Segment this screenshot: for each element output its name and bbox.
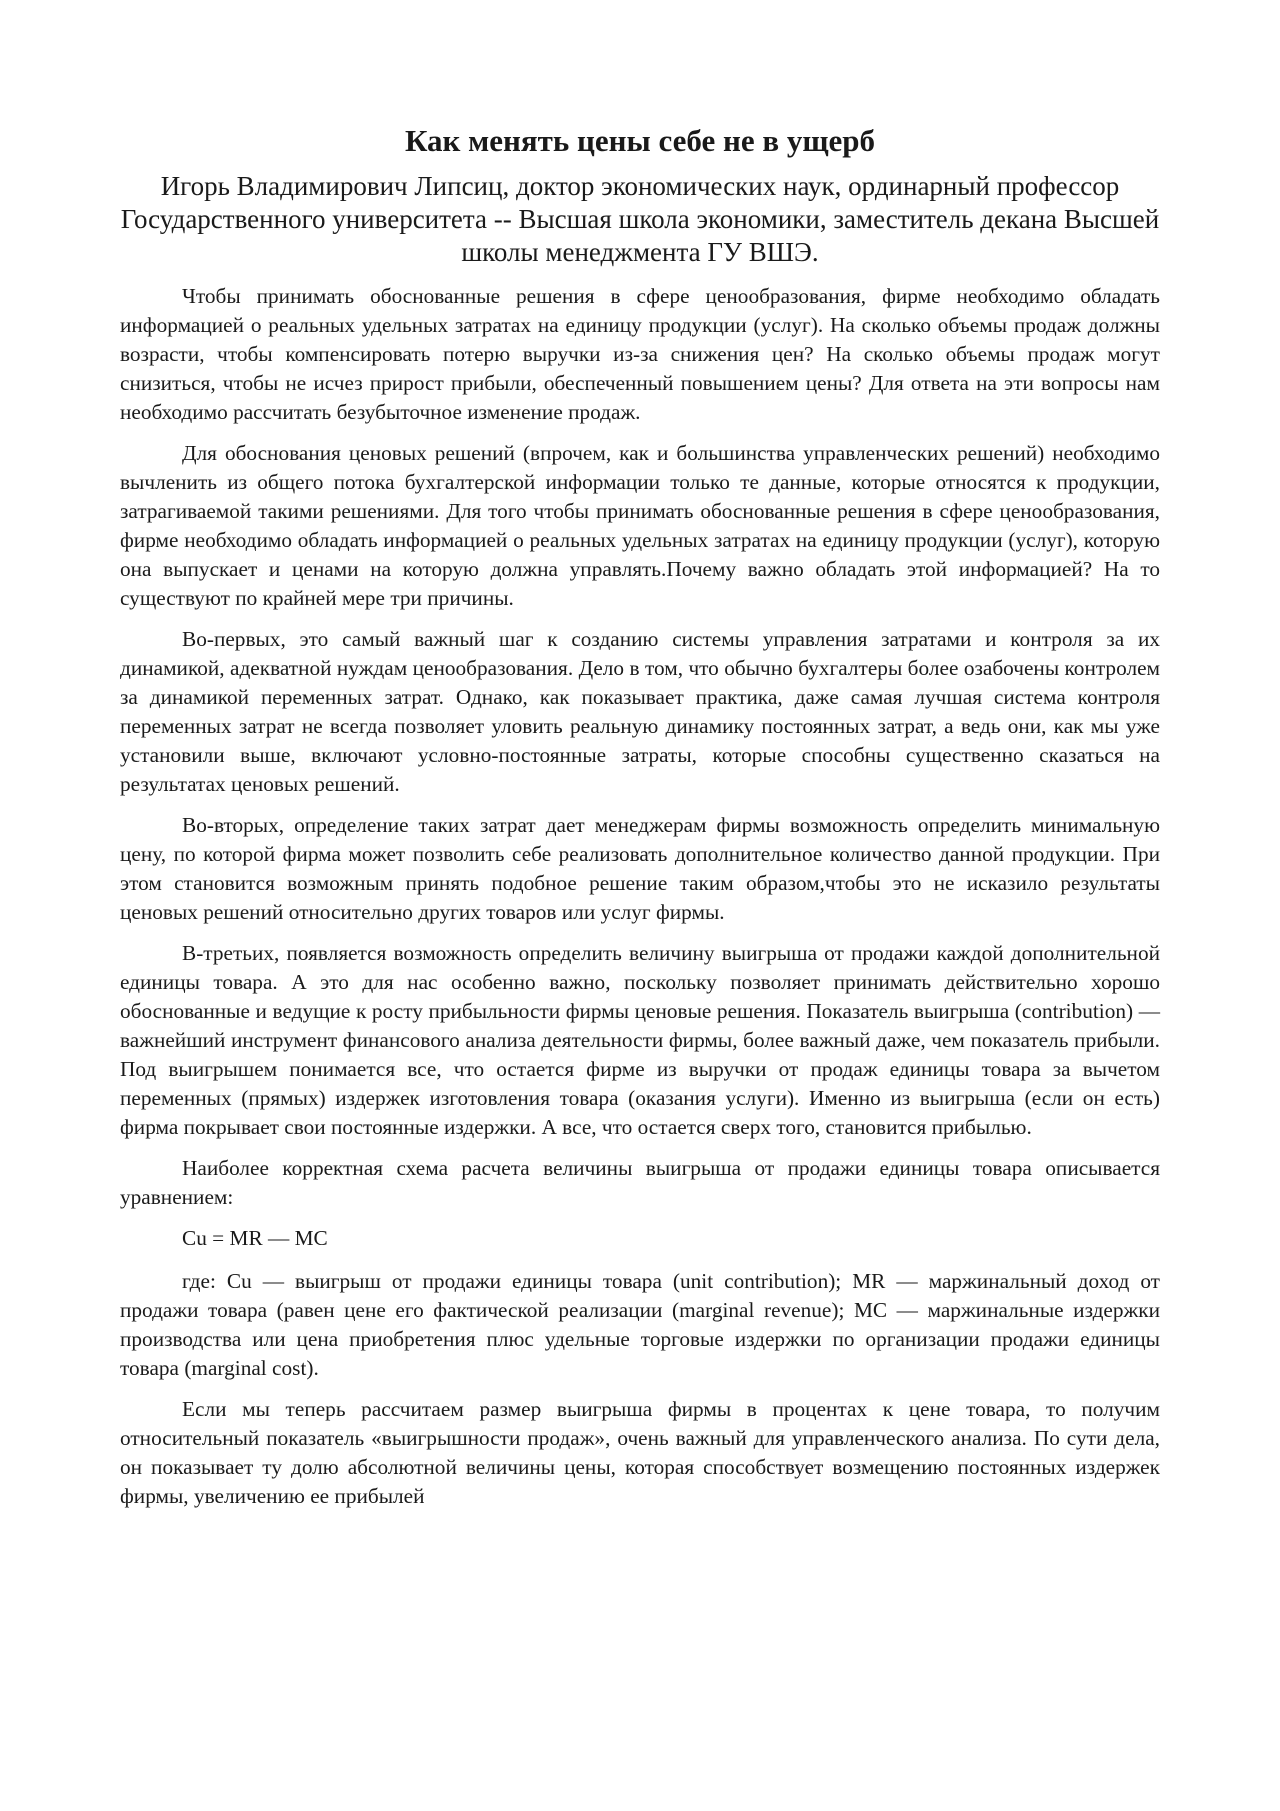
paragraph: Если мы теперь рассчитаем размер выигрыша фирмы в процентах к цене товара, то получим относительный показатель «выигрышности продаж», очень важный для управленческого анализа. По сути дела, он показывает ту долю абсолютной величины цены, которая способствует возмещению постоянных издержек фирмы, увеличению ее прибылей xyxy=(120,1397,1160,1508)
document-title: Как менять цены себе не в ущерб xyxy=(404,123,876,158)
paragraph: Для обоснования ценовых решений (впрочем, как и большинства управленческих решений) необходимо вычленить из общего потока бухгалтерской информации только те данные, которые относятся к продукции, затрагиваемой такими решениями. Для того чтобы принимать обоснованные решения в сфере ценообразования, фирме необходимо обладать информацией о реальных удельных затратах на единицу продукции (услуг), которую она выпускает и ценами на которую должна управлять.Почему важно обладать этой информацией? На то существуют по крайней мере три причины. xyxy=(120,441,1160,610)
paragraph: Наиболее корректная схема расчета величины выигрыша от продажи единицы товара описывается уравнением: xyxy=(120,1156,1160,1209)
author-info: Игорь Владимирович Липсиц, доктор экономических наук, ординарный профессор Государственного университета -- Высшая школа экономики, заместитель декана Высшей школы менеджмента ГУ ВШЭ. xyxy=(120,171,1160,267)
paragraph: где: Cu — выигрыш от продажи единицы товара (unit contribution); MR — маржинальный доход от продажи товара (равен цене его фактической реализации (marginal revenue); MC — маржинальные издержки производства или цена приобретения плюс удельные торговые издержки по организации продажи единицы товара (marginal cost). xyxy=(120,1269,1160,1380)
paragraph: В-третьих, появляется возможность определить величину выигрыша от продажи каждой дополнительной единицы товара. А это для нас особенно важно, поскольку позволяет принимать действительно хорошо обоснованные и ведущие к росту прибыльности фирмы ценовые решения. Показатель выигрыша (contribution) — важнейший инструмент финансового анализа деятельности фирмы, более важный даже, чем показатель прибыли. Под выигрышем понимается все, что остается фирме из выручки от продаж единицы товара за вычетом переменных (прямых) издержек изготовления товара (оказания услуги). Именно из выигрыша (если он есть) фирма покрывает свои постоянные издержки. А все, что остается сверх того, становится прибылью. xyxy=(120,941,1160,1139)
document-body xyxy=(120,282,1160,1523)
paragraph: Во-вторых, определение таких затрат дает менеджерам фирмы возможность определить минимальную цену, по которой фирма может позволить себе реализовать дополнительное количество данной продукции. При этом становится возможным принять подобное решение таким образом,чтобы это не исказило результаты ценовых решений относительно других товаров или услуг фирмы. xyxy=(120,813,1160,924)
paragraph: Во-первых, это самый важный шаг к созданию системы управления затратами и контроля за их динамикой, адекватной нуждам ценообразования. Дело в том, что обычно бухгалтеры более озабочены контролем за динамикой переменных затрат. Однако, как показывает практика, даже самая лучшая система контроля переменных затрат не всегда позволяет уловить реальную динамику постоянных затрат, а ведь они, как мы уже установили выше, включают условно-постоянные затраты, которые способны существенно сказаться на результатах ценовых решений. xyxy=(120,627,1160,796)
formula: Cu = MR — MC xyxy=(182,1226,328,1250)
paragraph: Чтобы принимать обоснованные решения в сфере ценообразования, фирме необходимо обладать информацией о реальных удельных затратах на единицу продукции (услуг). На сколько объемы продаж должны возрасти, чтобы компенсировать потерю выручки из-за снижения цен? На сколько объемы продаж могут снизиться, чтобы не исчез прирост прибыли, обеспеченный повышением цены? Для ответа на эти вопросы нам необходимо рассчитать безубыточное изменение продаж. xyxy=(120,284,1160,424)
